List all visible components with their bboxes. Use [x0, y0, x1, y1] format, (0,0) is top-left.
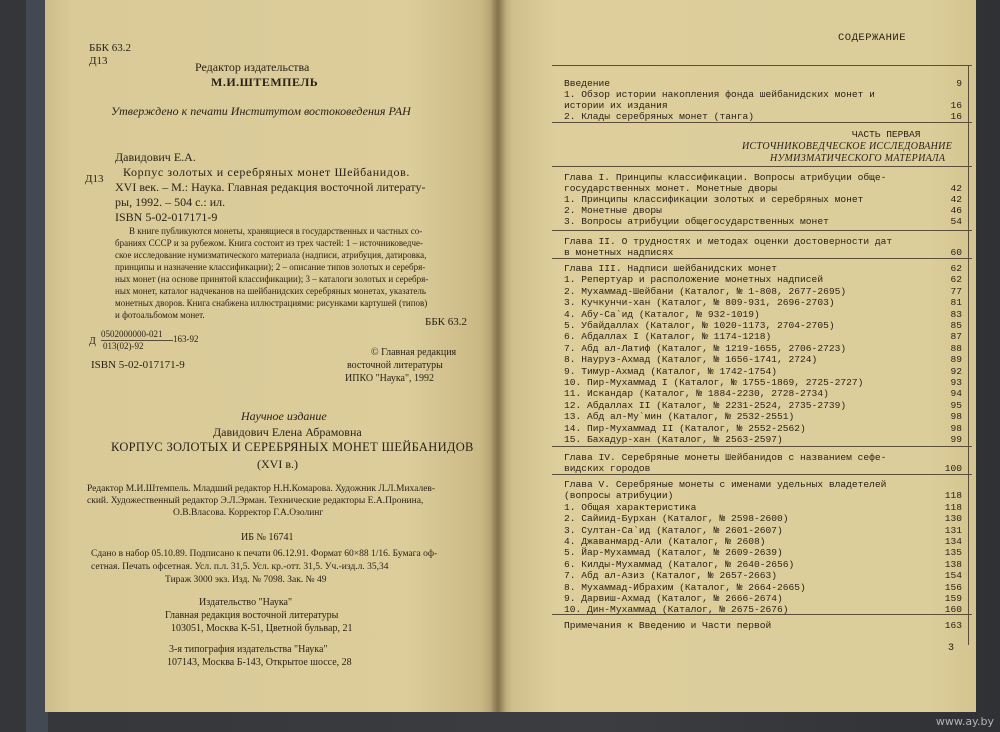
toc-entry-page: 154 [944, 570, 962, 582]
toc-entry-title: 2. Клады серебряных монет (танга) [564, 111, 754, 122]
toc-entry-page: 42 [950, 194, 962, 205]
toc-entry [564, 479, 962, 491]
index-top: Д13 [89, 55, 108, 67]
toc-entry-page: 16 [950, 100, 962, 111]
toc-entry [564, 286, 962, 298]
toc-entry-title: государственных монет. Монетные дворы [564, 183, 778, 194]
print-info-line: Тираж 3000 экз. Изд. № 7098. Зак. № 49 [165, 575, 327, 585]
print-info-line: сетная. Печать офсетная. Усл. п.л. 31,5. Усл. кр.-отт. 31,5. Уч.-изд.л. 35,34 [91, 562, 389, 572]
biblio-line: XVI век. – М.: Наука. Главная редакция восточной литерату- [115, 180, 426, 194]
toc-entry [564, 297, 962, 309]
annotation-line: принципы и назначение классификации); 2 – описание типов золотых и серебря- [115, 262, 426, 272]
toc-rule [552, 446, 972, 447]
toc-entry-page: 118 [944, 490, 962, 502]
biblio-line: Давидович Е.А. [115, 150, 196, 164]
code-denominator: 013(02)-92 [103, 341, 144, 351]
toc-entry-title: 2. Монетные дворы [564, 205, 662, 216]
toc-entry-page: 135 [944, 547, 962, 559]
toc-entry-title: 4. Джаванмард-Али (Каталог, № 2608) [564, 536, 766, 547]
code-numerator: 0502000000-021 [101, 329, 163, 339]
toc-entry-title: 1. Общая характеристика [564, 501, 697, 513]
toc-entry-page: 60 [950, 247, 962, 258]
toc-entry-page: 134 [944, 536, 962, 547]
toc-entry-title: 6. Абдаллах I (Каталог, № 1174-1218) [564, 331, 772, 343]
toc-entry-title: 8. Науруз-Ахмад (Каталог, № 1656-1741, 2724) [564, 354, 818, 366]
toc-entry-title: Глава III. Надписи шейбанидских монет [564, 263, 778, 274]
biblio-line: ры, 1992. – 504 с.: ил. [115, 195, 226, 209]
biblio-index: Д13 [85, 173, 104, 185]
annotation-line: браниях СССР и за рубежом. Книга состоит из трех частей: 1 – источниковедче- [115, 238, 423, 248]
toc-entry [564, 263, 962, 275]
toc-entry-page: 130 [944, 513, 962, 525]
credits-line: ский. Художественный редактор Э.Л.Эрман. Технические редакторы Е.А.Пронина, [87, 496, 424, 506]
part-title: НУМИЗМАТИЧЕСКОГО МАТЕРИАЛА [770, 153, 946, 164]
toc-entry-page: 85 [950, 320, 962, 331]
annotation-line: ных монет (на основе принятой классификации); 3 – каталоги золотых и серебря- [115, 274, 429, 284]
toc-entry-title: 1. Обзор истории накопления фонда шейбанидских монет и [564, 89, 875, 100]
toc-entry-page: 87 [950, 331, 962, 343]
toc-entry-page: 9 [956, 78, 962, 89]
toc-entry [564, 309, 962, 321]
toc-entry [564, 513, 962, 525]
toc-rule [552, 230, 972, 231]
toc-entry-title: 9. Дарвиш-Ахмад (Каталог, № 2666-2674) [564, 593, 783, 604]
watermark: www.ay.by [935, 715, 994, 728]
toc-entry-page: 98 [950, 422, 962, 434]
toc-entry [564, 423, 962, 435]
toc-entry-title: 1. Репертуар и расположение монетных надписей [564, 274, 824, 286]
annotation-line: ных монет, каталог надчеканов на шейбанидских серебряных монетах, указатель [115, 286, 426, 296]
toc-entry [564, 570, 962, 582]
toc-entry-page: 46 [950, 205, 962, 216]
toc-entry [564, 536, 962, 548]
toc-entry-title: 4. Абу-Са`ид (Каталог, № 932-1019) [564, 308, 760, 320]
isbn: ISBN 5-02-017171-9 [91, 359, 185, 371]
printer-line: 3-я типография издательства "Наука" [169, 644, 328, 655]
toc-entry-page: 16 [950, 111, 962, 122]
toc-entry-title: 14. Пир-Мухаммад II (Каталог, № 2552-2562) [564, 422, 806, 434]
toc-entry-title: 12. Абдаллах II (Каталог, № 2231-2524, 2735-2739) [564, 399, 847, 411]
toc-entry [564, 400, 962, 412]
toc-page-column-rule [968, 65, 969, 645]
biblio-line: Корпус золотых и серебряных монет Шейбанидов. [123, 165, 410, 179]
part-label: ЧАСТЬ ПЕРВАЯ [852, 129, 921, 140]
toc-entry-page: 89 [950, 354, 962, 366]
toc-entry-title: Введение [564, 78, 611, 89]
toc-entry-page: 93 [950, 377, 962, 388]
copyright-line: ИПКО "Наука", 1992 [345, 373, 435, 384]
approved-line: Утверждено к печати Институтом востоковедения РАН [111, 104, 411, 118]
toc-entry-page: 94 [950, 388, 962, 400]
editor-name: М.И.ШТЕМПЕЛЬ [211, 75, 319, 89]
credits-line: О.В.Власова. Корректор Г.А.Озолинг [173, 508, 324, 518]
toc-entry-title: 9. Тимур-Ахмад (Каталог, № 1742-1754) [564, 365, 778, 377]
toc-entry-title: 7. Абд ал-Латиф (Каталог, № 1219-1655, 2706-2723) [564, 342, 847, 354]
toc-entry-title: 10. Пир-Мухаммад I (Каталог, № 1755-1869, 2725-2727) [564, 377, 864, 388]
biblio-line: ISBN 5-02-017171-9 [115, 210, 218, 224]
toc-entry-title: 13. Абд ал-Му`мин (Каталог, № 2532-2551) [564, 411, 795, 423]
toc-entry-title: 3. Кучкунчи-хан (Каталог, № 809-931, 2696-2703) [564, 297, 835, 309]
print-info-line: Сдано в набор 05.10.89. Подписано к печати 06.12.91. Формат 60×88 1/16. Бумага оф- [91, 549, 438, 559]
toc-entry [564, 547, 962, 559]
toc-entry [564, 502, 962, 514]
bbk-top: ББК 63.2 [89, 42, 131, 54]
toc-entry [564, 582, 962, 594]
toc-entry-title: видских городов [564, 463, 651, 474]
toc-entry-page: 81 [950, 297, 962, 309]
toc-rule [552, 614, 972, 615]
toc-entry-page: 42 [950, 183, 962, 194]
toc-entry-title: 11. Искандар (Каталог, № 1884-2230, 2728-2734) [564, 388, 829, 400]
toc-entry-page: 92 [950, 365, 962, 377]
toc-entry-title: истории их издания [564, 100, 668, 111]
toc-entry-title: 6. Килды-Мухаммад (Каталог, № 2640-2656) [564, 558, 795, 570]
toc-entry-page: 77 [950, 285, 962, 297]
toc-entry [564, 411, 962, 423]
toc-entry-title: 5. Убайдаллах (Каталог, № 1020-1173, 2704-2705) [564, 320, 835, 331]
toc-rule [552, 65, 972, 66]
toc-entry-title: 2. Сайиид-Бурхан (Каталог, № 2598-2600) [564, 513, 789, 525]
toc-entry-title: Глава IV. Серебряные монеты Шейбанидов с названием сефе- [564, 452, 887, 463]
toc-entry [564, 274, 962, 286]
toc-entry-title: Глава I. Принципы классификации. Вопросы атрибуции обще- [564, 172, 887, 183]
toc-entry-page: 83 [950, 308, 962, 320]
bbk-bottom: ББК 63.2 [425, 316, 467, 328]
annotation-line: ское исследование нумизматического материала (надписи, атрибуция, датировка, [115, 250, 427, 260]
toc-entry-page: 163 [944, 620, 962, 631]
toc-entry-title: Примечания к Введению и Части первой [564, 620, 772, 631]
toc-entry [564, 354, 962, 366]
publisher-line: Издательство "Наука" [199, 597, 293, 608]
toc-entry-title: 3. Вопросы атрибуции общегосударственных монет [564, 216, 829, 227]
toc-entry-title: 2. Мухаммад-Шейбани (Каталог, № 1-808, 2677-2695) [564, 285, 847, 297]
annotation-line: В книге публикуются монеты, хранящиеся в государственных и частных со- [129, 226, 423, 236]
toc-entry-page: 98 [950, 411, 962, 423]
toc-entry-title: 7. Абд ал-Азиз (Каталог, № 2657-2663) [564, 570, 778, 582]
toc-entry-page: 118 [944, 501, 962, 513]
toc-rule [552, 122, 972, 123]
toc-entry-page: 131 [944, 524, 962, 536]
book-gutter-shadow [490, 0, 506, 712]
page-number: 3 [948, 643, 955, 654]
part-title: ИСТОЧНИКОВЕДЧЕСКОЕ ИССЛЕДОВАНИЕ [742, 141, 953, 152]
toc-entry [564, 620, 962, 632]
code-right: 163-92 [173, 334, 199, 344]
toc-entry-title: 3. Султан-Са`ид (Каталог, № 2601-2607) [564, 524, 783, 536]
copyright-line: © Главная редакция [371, 347, 457, 358]
toc-entry [564, 490, 962, 502]
toc-entry [564, 388, 962, 400]
credits-line: Редактор М.И.Штемпель. Младший редактор Н.Н.Комарова. Художник Л.Л.Михалев- [87, 484, 436, 494]
book-title: КОРПУС ЗОЛОТЫХ И СЕРЕБРЯНЫХ МОНЕТ ШЕЙБАНИДОВ [111, 440, 474, 454]
toc-entry-page: 88 [950, 342, 962, 354]
toc-rule [552, 166, 972, 167]
toc-entry [564, 377, 962, 389]
toc-entry [564, 434, 962, 446]
toc-entry [564, 559, 962, 571]
toc-entry-title: (вопросы атрибуции) [564, 490, 674, 502]
toc-entry-page: 62 [950, 263, 962, 274]
toc-entry [564, 331, 962, 343]
toc-entry [564, 593, 962, 605]
toc-entry-page: 138 [944, 558, 962, 570]
toc-entry-page: 156 [944, 581, 962, 593]
toc-entry-title: 10. Дин-Мухаммад (Каталог, № 2675-2676) [564, 604, 789, 616]
toc-entry-page: 99 [950, 434, 962, 445]
toc-entry-title: 15. Бахадур-хан (Каталог, № 2563-2597) [564, 434, 783, 445]
century: (XVI в.) [257, 457, 298, 471]
toc-entry-title: 8. Мухаммад-Ибрахим (Каталог, № 2664-2665) [564, 581, 806, 593]
toc-entry-title: Глава II. О трудностях и методах оценки достоверности дат [564, 236, 893, 247]
toc-entry-page: 95 [950, 399, 962, 411]
toc-entry-title: в монетных надписях [564, 247, 674, 258]
toc-entry-page: 160 [944, 604, 962, 616]
toc-entry [564, 366, 962, 378]
ib-number: ИБ № 16741 [241, 532, 294, 543]
publisher-line: Главная редакция восточной литературы [165, 610, 339, 621]
left-page [45, 0, 498, 712]
toc-entry-title: 5. Йар-Мухаммад (Каталог, № 2609-2639) [564, 547, 783, 559]
annotation-line: и фотоальбомом монет. [115, 310, 205, 320]
editor-title: Редактор издательства [195, 60, 310, 74]
toc-entry [564, 320, 962, 332]
printer-line: 107143, Москва Б-143, Открытое шоссе, 28 [167, 657, 352, 668]
edition-type: Научное издание [241, 409, 327, 423]
toc-entry-page: 159 [944, 593, 962, 604]
toc-entry [564, 343, 962, 355]
annotation-line: монетных дворов. Книга снабжена иллюстрациями: рисунками картушей (типов) [115, 298, 428, 308]
code-d: Д [89, 336, 96, 347]
publisher-line: 103051, Москва К-51, Цветной бульвар, 21 [171, 623, 353, 634]
author-name: Давидович Елена Абрамовна [213, 425, 362, 439]
toc-entry-title: 1. Принципы классификации золотых и серебряных монет [564, 194, 864, 205]
toc-entry-page: 54 [950, 216, 962, 227]
contents-header: СОДЕРЖАНИЕ [838, 32, 907, 44]
toc-entry-page: 62 [950, 274, 962, 286]
copyright-line: восточной литературы [347, 360, 443, 371]
toc-entry-page: 100 [944, 463, 962, 474]
toc-entry-title: Глава V. Серебряные монеты с именами удельных владетелей [564, 479, 887, 490]
toc-rule [552, 258, 972, 259]
toc-entry [564, 216, 962, 228]
right-page [498, 0, 976, 712]
toc-rule [552, 474, 972, 475]
toc-entry [564, 525, 962, 537]
